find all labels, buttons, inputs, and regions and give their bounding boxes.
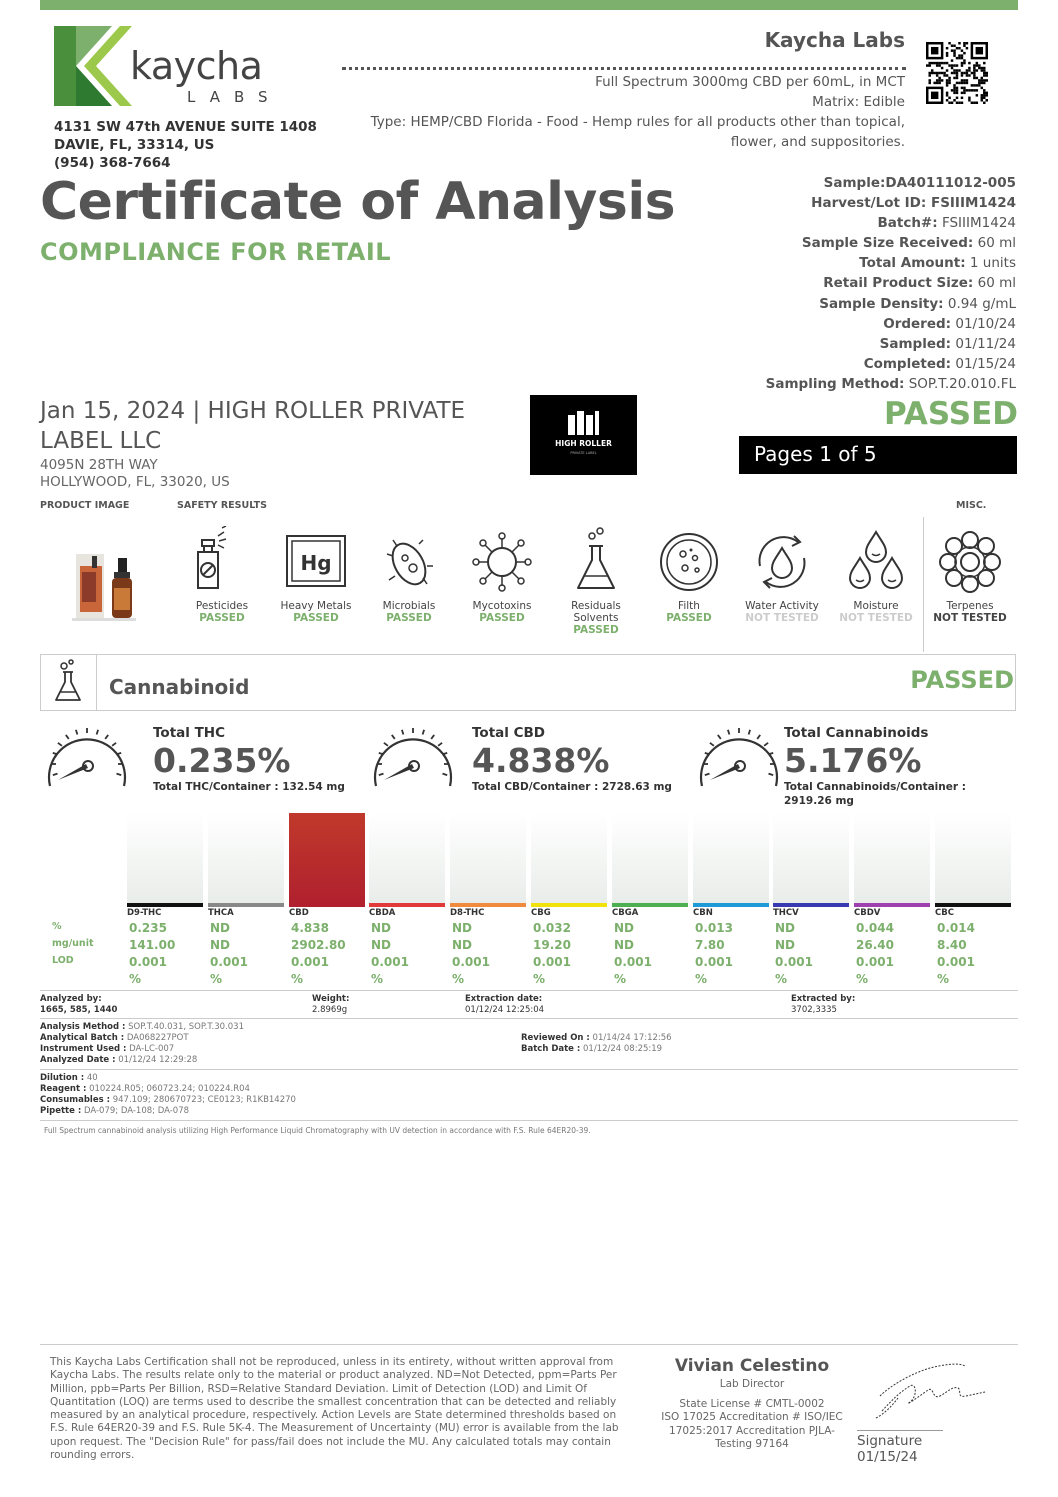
- bar-baseline: [612, 903, 688, 907]
- hg-element-icon: [282, 526, 350, 594]
- safety-test-status: PASSED: [293, 612, 339, 624]
- total-label: Total CBD: [472, 725, 545, 741]
- compound-label: D8-THC: [450, 908, 485, 918]
- bar-d9-thc: [127, 813, 203, 907]
- compound-pct: ND: [614, 921, 635, 935]
- compound-unit: %: [533, 972, 546, 986]
- compound-label: THCV: [773, 908, 799, 918]
- analyzed-by: Analyzed by: 1665, 585, 1440: [40, 994, 118, 1015]
- reagent-block: Dilution : 40 Reagent : 010224.R05; 060723.24; 010224.R04 Consumables : 947.109; 280670723; CE0123; R1KB14270 Pipette : DA-079; DA-108; DA-078: [40, 1073, 296, 1116]
- sample-field-label: Sampling Method:: [765, 375, 905, 392]
- compound-lod: 0.001: [452, 955, 490, 969]
- compound-mg: ND: [452, 938, 473, 952]
- compound-unit: %: [856, 972, 869, 986]
- client-logo-subtext: PRIVATE LABEL: [570, 451, 597, 455]
- compound-mg: 7.80: [695, 938, 725, 952]
- sample-field: [766, 253, 1016, 273]
- microbe-icon: [375, 526, 443, 594]
- bar-cbda: [369, 813, 445, 907]
- bar-thcv: [773, 813, 849, 907]
- safety-test-name: Microbials: [382, 600, 436, 612]
- sample-field-value: 0.94 g/mL: [943, 295, 1016, 312]
- water-cycle-icon: [748, 526, 816, 594]
- product-type: Type: HEMP/CBD Florida - Food - Hemp rules for all products other than topical,: [370, 114, 905, 130]
- sample-field-label: Total Amount:: [859, 255, 966, 272]
- compound-mg: 8.40: [937, 938, 967, 952]
- safety-test-status: PASSED: [666, 612, 712, 624]
- compound-pct: ND: [371, 921, 392, 935]
- sample-field: [766, 173, 1016, 193]
- logo-wordmark: kaycha: [130, 44, 263, 88]
- bar-baseline: [369, 903, 445, 907]
- sample-field: [766, 374, 1016, 394]
- compound-lod: 0.001: [129, 955, 167, 969]
- kaycha-logo-icon: [54, 26, 132, 106]
- gauge-icon: [368, 722, 458, 792]
- row-label-lod: LOD: [52, 955, 74, 966]
- bar-cbn: [693, 813, 769, 907]
- virus-icon: [468, 526, 536, 594]
- compound-mg: 26.40: [856, 938, 894, 952]
- disclaimer: This Kaycha Labs Certification shall not be reproduced, unless in its entirety, without written approval from Kaycha Labs. The results relate only to the material or product analyzed. ND=Not Detected, ppm=Parts Per Million, ppb=Parts Per Billion, RSD=Relative Standard Deviation. Limit of Detection (LOD) and Limit Of Quantitation (LOQ) are terms used to describe the smallest concentration that can be detected and reliably measured by an analytical procedure, respectively. Action Levels are State determined thresholds based on F.S. Rule 64ER20-39 and F.S. Rule 5K-4. The Measurement of Uncertainty (MU) error is available from the lab upon request. The "Decision Rule" for pass/fail does not include the MU. Any calculated totals may contain rounding errors.: [50, 1356, 619, 1462]
- gauge-icon: [694, 722, 784, 792]
- bar-baseline: [208, 903, 284, 907]
- compound-label: CBN: [693, 908, 713, 918]
- compound-pct: 0.014: [937, 921, 975, 935]
- compound-label: THCA: [208, 908, 234, 918]
- safety-test-name: Terpenes: [946, 600, 994, 612]
- safety-test-name: Mycotoxins: [472, 600, 532, 612]
- compound-unit: %: [614, 972, 627, 986]
- compound-unit: %: [695, 972, 708, 986]
- bar-baseline: [773, 903, 849, 907]
- logo-sub-wordmark: LABS: [187, 88, 282, 106]
- bar-baseline: [127, 903, 203, 907]
- svg-text:Hg: Hg: [300, 551, 332, 575]
- section-label-misc: MISC.: [956, 500, 987, 511]
- extraction-date: Extraction date: 01/12/24 12:25:04: [465, 994, 545, 1015]
- compound-pct: ND: [775, 921, 796, 935]
- safety-test-name: Residuals Solvents: [571, 600, 621, 624]
- divider: [40, 1018, 1018, 1019]
- page-count: Pages 1 of 5: [739, 436, 1017, 474]
- product-info: [345, 72, 905, 152]
- safety-test-name: Filth: [678, 600, 700, 612]
- bar-baseline: [693, 903, 769, 907]
- safety-test-status: PASSED: [479, 612, 525, 624]
- total-label: Total THC: [153, 725, 225, 741]
- sample-field-value: FSIIIM1424: [926, 195, 1016, 212]
- bar-baseline: [854, 903, 930, 907]
- client-logo-text: HIGH ROLLER: [555, 439, 612, 448]
- product-type-cont: flower, and suppositories.: [730, 134, 905, 150]
- bar-cbga: [612, 813, 688, 907]
- sample-field: [766, 314, 1016, 334]
- product-matrix: Matrix: Edible: [812, 94, 905, 110]
- sample-field-value: 01/10/24: [951, 315, 1016, 332]
- sample-field: [766, 193, 1016, 213]
- bar-cbdv: [854, 813, 930, 907]
- misc-item-terpenes: [923, 526, 1017, 624]
- product-name: Full Spectrum 3000mg CBD per 60mL, in MCT: [595, 74, 905, 90]
- compound-unit: %: [775, 972, 788, 986]
- compound-mg: ND: [775, 938, 796, 952]
- compound-unit: %: [371, 972, 384, 986]
- compound-lod: 0.001: [371, 955, 409, 969]
- cannabinoid-status: PASSED: [910, 666, 1014, 694]
- safety-test-name: Heavy Metals: [280, 600, 352, 612]
- client-logo-icon: [530, 395, 637, 475]
- client-name: Jan 15, 2024 | HIGH ROLLER PRIVATE LABEL LLC: [40, 398, 466, 454]
- flower-icon: [936, 526, 1004, 594]
- director-name: Vivian Celestino: [674, 1356, 830, 1376]
- compound-lod: 0.001: [210, 955, 248, 969]
- safety-item-moisture: [829, 526, 923, 624]
- sample-field: [766, 354, 1016, 374]
- sample-field-label: Sample Size Received:: [801, 235, 974, 252]
- sample-field-value: 60 ml: [973, 275, 1016, 292]
- sample-field-label: Retail Product Size:: [823, 275, 974, 292]
- compound-pct: ND: [452, 921, 473, 935]
- compound-lod: 0.001: [291, 955, 329, 969]
- total-value: 5.176%: [784, 741, 922, 780]
- safety-item-pesticides: [175, 526, 269, 624]
- bar-baseline: [531, 903, 607, 907]
- spray-bottle-icon: [188, 526, 256, 594]
- compound-unit: %: [291, 972, 304, 986]
- client-logo: [530, 395, 637, 475]
- bar-baseline: [450, 903, 526, 907]
- bar-cbd: [289, 813, 365, 907]
- safety-test-name: Moisture: [853, 600, 899, 612]
- sample-field: [766, 213, 1016, 233]
- bar-cbg: [531, 813, 607, 907]
- compound-unit: %: [129, 972, 142, 986]
- compound-pct: 0.044: [856, 921, 894, 935]
- compound-lod: 0.001: [856, 955, 894, 969]
- safety-item-heavy-metals: [269, 526, 363, 624]
- compound-lod: 0.001: [937, 955, 975, 969]
- compound-lod: 0.001: [695, 955, 733, 969]
- compound-label: CBD: [289, 908, 309, 918]
- compound-mg: ND: [210, 938, 231, 952]
- sample-field-value: 01/11/24: [951, 335, 1016, 352]
- divider: [40, 1069, 1018, 1070]
- sample-field: [766, 273, 1016, 293]
- dotted-divider: [342, 67, 906, 70]
- safety-test-status: PASSED: [386, 612, 432, 624]
- lab-address: 4131 SW 47th AVENUE SUITE 1408 DAVIE, FL, 33314, US (954) 368-7664: [54, 119, 317, 171]
- bar-baseline: [935, 903, 1011, 907]
- top-accent-bar: [40, 0, 1018, 10]
- total-value: 0.235%: [153, 741, 291, 780]
- sample-field-value: 01/15/24: [951, 355, 1016, 372]
- method-footnote: Full Spectrum cannabinoid analysis utilizing High Performance Liquid Chromatography with UV detection in accordance with F.S. Rule 64ER20-39.: [44, 1126, 591, 1135]
- compound-pct: 0.032: [533, 921, 571, 935]
- qr-code-icon[interactable]: [926, 42, 988, 104]
- compound-pct: ND: [210, 921, 231, 935]
- cannabinoid-icon-box: [40, 654, 97, 711]
- total-label: Total Cannabinoids: [784, 725, 929, 741]
- droplets-icon: [842, 526, 910, 594]
- compound-label: CBDA: [369, 908, 396, 918]
- divider: [40, 1120, 1018, 1121]
- compound-label: CBG: [531, 908, 551, 918]
- review-block: Reviewed On : 01/14/24 17:12:56 Batch Date : 01/12/24 08:25:19: [521, 1033, 672, 1054]
- compound-unit: %: [452, 972, 465, 986]
- safety-test-status: NOT TESTED: [933, 612, 1007, 624]
- bar-d8-thc: [450, 813, 526, 907]
- compound-lod: 0.001: [775, 955, 813, 969]
- compound-unit: %: [210, 972, 223, 986]
- compound-lod: 0.001: [533, 955, 571, 969]
- footer-divider: [40, 1344, 1018, 1345]
- safety-test-status: NOT TESTED: [839, 612, 913, 624]
- compound-pct: 0.235: [129, 921, 167, 935]
- bar-thca: [208, 813, 284, 907]
- sample-field-label: Sample Density:: [819, 295, 944, 312]
- safety-test-name: Water Activity: [745, 600, 819, 612]
- bar-fill: [289, 813, 365, 907]
- sample-field-value: 1 units: [965, 255, 1016, 272]
- page-title: Certificate of Analysis: [40, 172, 676, 232]
- safety-test-name: Pesticides: [195, 600, 249, 612]
- sample-field-value: SOP.T.20.010.FL: [904, 375, 1016, 392]
- sample-field: [766, 294, 1016, 314]
- compound-label: D9-THC: [127, 908, 162, 918]
- section-label-product-image: PRODUCT IMAGE: [40, 500, 130, 511]
- sample-field-label: Sampled:: [879, 335, 952, 352]
- safety-item-mycotoxins: [455, 526, 549, 624]
- compound-mg: 19.20: [533, 938, 571, 952]
- sample-field: [766, 334, 1016, 354]
- compound-mg: ND: [614, 938, 635, 952]
- gauge-icon: [42, 722, 132, 792]
- sample-field-label: Sample:: [823, 175, 886, 191]
- safety-test-status: NOT TESTED: [745, 612, 819, 624]
- compound-unit: %: [937, 972, 950, 986]
- overall-status: PASSED: [883, 396, 1018, 432]
- product-image: [40, 546, 176, 624]
- compound-lod: 0.001: [614, 955, 652, 969]
- compound-pct: 0.013: [695, 921, 733, 935]
- safety-item-water-activity: [735, 526, 829, 624]
- signature-line: [857, 1430, 943, 1431]
- flask-icon: [562, 526, 630, 594]
- flask-icon: [40, 654, 97, 711]
- client-address: 4095N 28TH WAY HOLLYWOOD, FL, 33020, US: [40, 457, 230, 490]
- divider: [40, 990, 1018, 991]
- sample-field-label: Ordered:: [883, 315, 952, 332]
- petri-dish-icon: [655, 526, 723, 594]
- weight: Weight: 2.8969g: [312, 994, 350, 1015]
- safety-item-filth: [642, 526, 736, 624]
- analysis-method-block: Analysis Method : SOP.T.40.031, SOP.T.30.031 Analytical Batch : DA068227POT Instrument Used : DA-LC-007 Analyzed Date : 01/12/24 12:29:28: [40, 1022, 244, 1065]
- safety-item-residuals-solvents: [549, 526, 643, 636]
- row-label-mg: mg/unit: [52, 938, 94, 949]
- director-title: Lab Director: [719, 1378, 785, 1390]
- sample-field: [766, 233, 1016, 253]
- total-per-container: Total Cannabinoids/Container : 2919.26 mg: [784, 781, 966, 807]
- sample-field-value: FSIIIM1424: [937, 215, 1016, 232]
- compound-mg: ND: [371, 938, 392, 952]
- cannabinoid-title: Cannabinoid: [109, 675, 250, 699]
- total-per-container: Total CBD/Container : 2728.63 mg: [472, 781, 672, 793]
- sample-details: [766, 173, 1016, 394]
- signature-block: Signature 01/15/24: [857, 1433, 923, 1465]
- signature-icon: [870, 1356, 990, 1426]
- compound-label: CBGA: [612, 908, 639, 918]
- sample-field-value: DA40111012-005: [885, 175, 1016, 191]
- total-per-container: Total THC/Container : 132.54 mg: [153, 781, 345, 793]
- section-label-safety: SAFETY RESULTS: [177, 500, 268, 511]
- page-subtitle: COMPLIANCE FOR RETAIL: [40, 238, 392, 266]
- sample-field-label: Batch#:: [877, 215, 938, 232]
- row-label-percent: %: [52, 921, 62, 932]
- license-info: State License # CMTL-0002 ISO 17025 Accreditation # ISO/IEC 17025:2017 Accreditation PJLA-Testing 97164: [661, 1398, 843, 1450]
- sample-field-value: 60 ml: [973, 235, 1016, 252]
- total-value: 4.838%: [472, 741, 610, 780]
- sample-field-label: Harvest/Lot ID:: [811, 195, 927, 212]
- compound-label: CBC: [935, 908, 954, 918]
- safety-item-microbials: [362, 526, 456, 624]
- compound-pct: 4.838: [291, 921, 329, 935]
- sample-field-label: Completed:: [863, 355, 952, 372]
- compound-label: CBDV: [854, 908, 881, 918]
- compound-mg: 2902.80: [291, 938, 346, 952]
- lab-name: Kaycha Labs: [764, 28, 905, 52]
- safety-test-status: PASSED: [199, 612, 245, 624]
- safety-test-status: PASSED: [573, 624, 619, 636]
- bar-cbc: [935, 813, 1011, 907]
- compound-mg: 141.00: [129, 938, 176, 952]
- extracted-by: Extracted by: 3702,3335: [791, 994, 856, 1015]
